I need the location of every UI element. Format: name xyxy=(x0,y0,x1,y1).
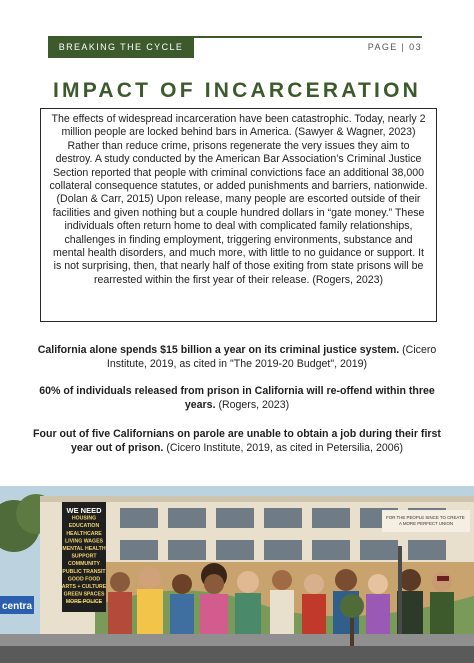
mural-figures xyxy=(108,563,454,634)
stat-reoffend-citation: (Rogers, 2023) xyxy=(215,399,290,411)
stat-parole-jobs xyxy=(30,427,444,455)
page-number: PAGE | 03 xyxy=(367,42,422,52)
mural-sign-line: PUBLIC TRANSIT xyxy=(62,568,106,575)
mural-sign-line: GREEN SPACES xyxy=(63,591,105,598)
stat-reoffend-bold: 60% of individuals released from prison in California will re-offend within three years. xyxy=(39,385,435,411)
section-label: BREAKING THE CYCLE xyxy=(58,42,184,52)
street xyxy=(0,646,474,663)
stat-budget-bold: California alone spends $15 billion a year on its criminal justice system. xyxy=(37,344,400,356)
page-title: IMPACT OF INCARCERATION xyxy=(53,79,421,102)
stat-reoffend xyxy=(30,384,444,412)
mural-sign-line: MENTAL HEALTH xyxy=(62,546,106,552)
stat-budget xyxy=(30,343,444,371)
mural-sign-line: MORE POLICE xyxy=(65,599,103,606)
tree xyxy=(340,594,364,618)
mural-sign-line: GOOD FOOD xyxy=(67,576,101,583)
mural-sign-line: SUPPORT xyxy=(71,553,97,560)
mural-illustration xyxy=(0,486,474,663)
body-text-box xyxy=(40,108,437,322)
mural-banner-text: FOR THE PEOPLE SINCE TO CREATE A MORE PERFECT UNION xyxy=(386,515,465,526)
mural-sign-line: WE NEED xyxy=(66,506,102,515)
body-paragraph: The effects of widespread incarceration have been catastrophic. Today, nearly 2 million people are locked behind bars in America. (Sawyer & Wagner, 2023) Rather than reduce crime, prisons regenerate the very issues they aim to destroy. A study conducted by the American Bar Association’s Criminal Justice Section reported that people with criminal convictions face an additional 38,000 collateral consequence statutes, or added punishments and barriers, nationwide. (Dolan & Carr, 2015) Upon release, many people are escorted outside of their facilities and given nothing but a couple hundred dollars in “gate money.” These individuals often return home to deal with complicated family relationships, challenges in finding employment, triggering environments, substance and mental health disorders, and much more, with little to no guidance or support. It is not surprising, then, that nearly half of those exiting from state prisons will be rearrested within the first year of their release. (Rogers, 2023) xyxy=(49,113,428,286)
mural-sign-line: ARTS + CULTURE xyxy=(61,584,107,590)
mural-sign-line: COMMUNITY xyxy=(68,561,100,568)
store-sign-text: centra xyxy=(1,601,33,612)
stat-parole-jobs-bold: Four out of five Californians on parole are unable to obtain a job during their first year out of prison. xyxy=(33,428,441,454)
mural-sign-line: EDUCATION xyxy=(68,523,100,530)
roof-edge xyxy=(40,496,474,502)
mural-photo xyxy=(0,486,474,663)
mural-sign-line: HOUSING xyxy=(71,515,97,522)
section-tab xyxy=(48,36,194,58)
stat-budget-citation: (Cicero Institute, 2019, as cited in "The 2019-20 Budget", 2019) xyxy=(106,344,437,370)
mural-sign-line: LIVING WAGES xyxy=(64,538,104,545)
mural-sign-line: HEALTHCARE xyxy=(66,530,102,537)
stat-parole-jobs-citation: (Cicero Institute, 2019, as cited in Petersilia, 2006) xyxy=(163,442,404,454)
